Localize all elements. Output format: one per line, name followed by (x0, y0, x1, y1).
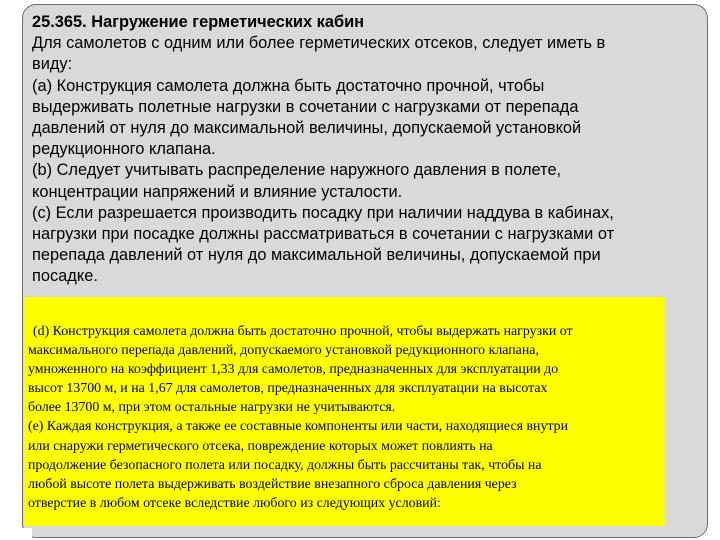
paragraph-line: (b) Следует учитывать распределение наружного давления в полете, (32, 161, 562, 180)
paragraph-line: отверстие в любом отсеке вследствие любого из следующих условий: (28, 495, 441, 511)
paragraph-line: (с) Если разрешается производить посадку при наличии наддува в кабинах, (32, 203, 614, 222)
paragraph-line: нагрузки при посадке должны рассматриваться в сочетании с нагрузками от (32, 225, 615, 244)
section-title: 25.365. Нагружение герметических кабин (32, 13, 365, 31)
paragraph-line: или снаружи герметического отсека, повреждение которых может повлиять на (28, 438, 493, 454)
paragraph-line: более 13700 м, при этом остальные нагрузки не учитываются. (28, 400, 396, 416)
upper-text-block (32, 12, 692, 288)
paragraph-line: умноженного на коэффициент 1,33 для самолетов, предназначенных для эксплуатации до (28, 362, 559, 378)
paragraph-line: концентрации напряжений и влияние усталости. (32, 182, 403, 201)
paragraph-line: (е) Каждая конструкция, а также ее составные компоненты или части, находящиеся внутри (28, 419, 569, 435)
paragraph-line: высот 13700 м, и на 1,67 для самолетов, предназначенных для эксплуатации на высотах (28, 381, 548, 397)
paragraph-line: перепада давлений от нуля до максимальной величины, допускаемой при (32, 246, 601, 265)
paragraph-line: Для самолетов с одним или более герметических отсеков, следует иметь в (32, 34, 606, 53)
paragraph-line: виду: (32, 55, 73, 74)
paragraph-line: продолжение безопасного полета или посадку, должны быть рассчитаны так, чтобы на (28, 457, 542, 473)
paragraph-line: посадке. (32, 267, 98, 286)
paragraph-line: выдерживать полетные нагрузки в сочетании с нагрузками от перепада (32, 97, 579, 116)
frame-gap (22, 528, 32, 540)
paragraph-line: редукционного клапана. (32, 140, 216, 159)
paragraph-line: любой высоте полета выдерживать воздействие внезапного сброса давления через (28, 476, 517, 492)
paragraph-line: (d) Конструкция самолета должна быть достаточно прочной, чтобы выдержать нагрузки от (33, 324, 573, 339)
lower-text-block (28, 322, 662, 513)
paragraph-line: максимального перепада давлений, допускаемого установкой редукционного клапана, (28, 343, 539, 359)
paragraph-line: давлений от нуля до максимальной величины, допускаемой установкой (32, 119, 582, 138)
paragraph-line: (а) Конструкция самолета должна быть достаточно прочной, чтобы (32, 76, 545, 95)
